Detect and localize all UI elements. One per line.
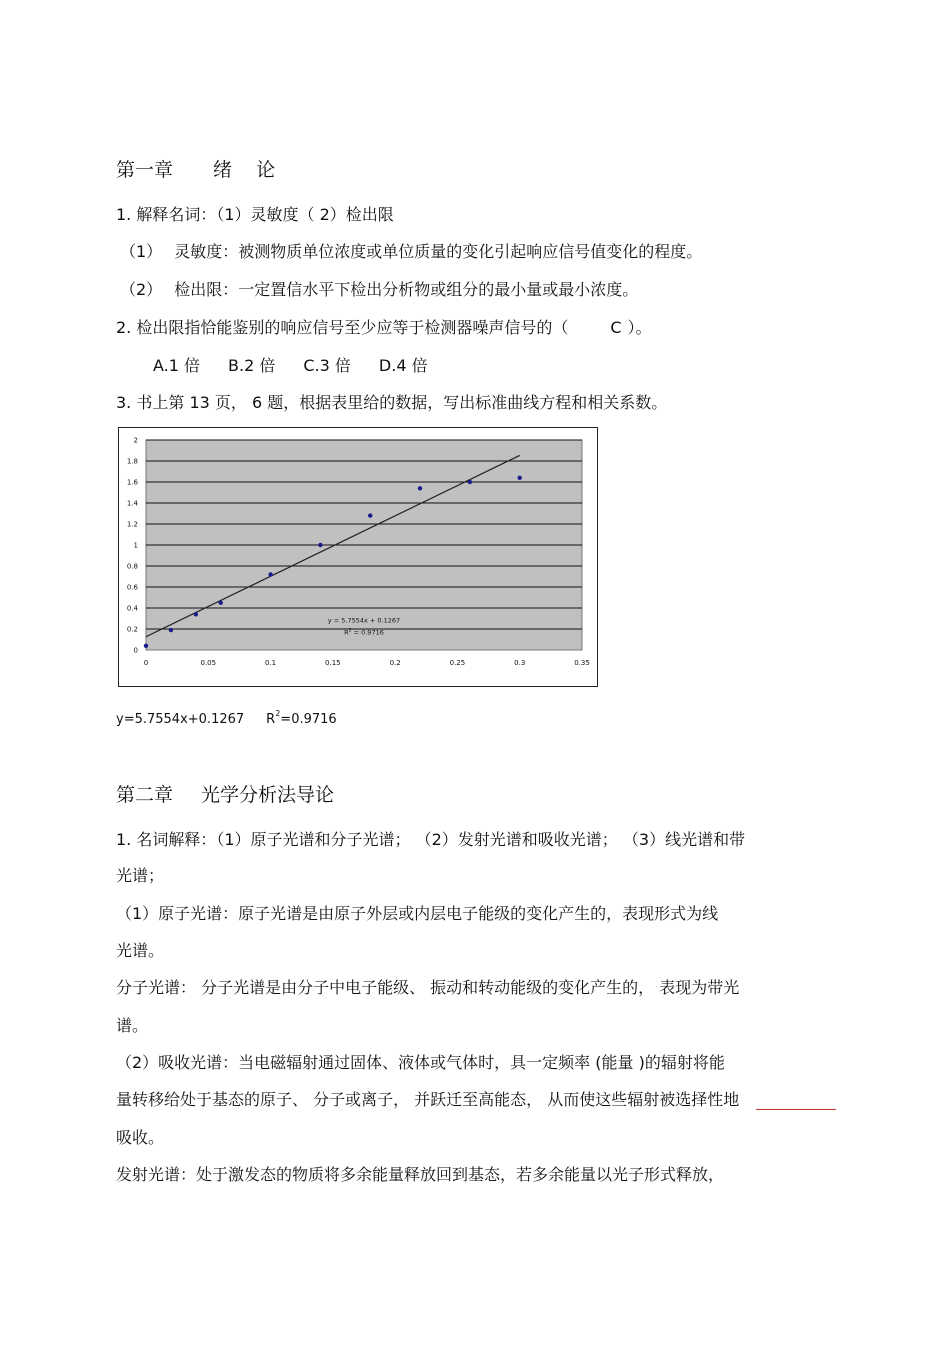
data-point bbox=[518, 476, 522, 480]
ch1-question-2-end: ）。 bbox=[627, 318, 652, 337]
x-tick-label: 0.3 bbox=[514, 659, 526, 667]
ch1-answer-1b-number: （2） bbox=[120, 280, 163, 299]
ch2-question-1-line-1: 1. 名词解释：（1）原子光谱和分子光谱； （2）发射光谱和吸收光谱； （3）线光谱和带 bbox=[116, 830, 746, 849]
ch1-question-3: 3. 书上第 13 页， 6 题，根据表里给的数据，写出标准曲线方程和相关系数。 bbox=[116, 393, 668, 412]
chapter-2-name: 光学分析法导论 bbox=[201, 784, 335, 806]
ch2-para-2-line-2: 谱。 bbox=[116, 1016, 149, 1035]
ch1-answer-1b bbox=[120, 280, 638, 300]
ch2-para-1-line-1: （1）原子光谱：原子光谱是由原子外层或内层电子能级的变化产生的，表现形式为线 bbox=[116, 904, 719, 923]
y-tick-label: 0.8 bbox=[126, 562, 138, 571]
ch2-para-3-line-1: （2）吸收光谱：当电磁辐射通过固体、液体或气体时，具一定频率 (能量 )的辐射将能 bbox=[116, 1053, 725, 1072]
data-point bbox=[268, 572, 272, 576]
red-underline-mark bbox=[756, 1109, 836, 1110]
x-tick-label: 0.25 bbox=[449, 659, 466, 667]
chapter-2-title bbox=[116, 783, 334, 807]
y-tick-label: 0.6 bbox=[126, 583, 138, 592]
ch1-question-2 bbox=[116, 318, 652, 338]
calibration-chart-svg bbox=[119, 428, 597, 686]
option-d: D.4 倍 bbox=[378, 356, 428, 375]
ch2-para-2-line-1: 分子光谱： 分子光谱是由分子中电子能级、 振动和转动能级的变化产生的， 表现为带光 bbox=[116, 978, 740, 997]
x-tick-label: 0.35 bbox=[574, 659, 590, 667]
y-tick-label: 2 bbox=[133, 436, 138, 445]
chapter-1-title bbox=[116, 158, 275, 182]
y-tick-label: 1.4 bbox=[126, 499, 138, 508]
x-tick-label: 0.05 bbox=[200, 659, 217, 667]
chapter-2-number: 第二章 bbox=[116, 784, 174, 806]
ch1-answer-1a bbox=[120, 242, 702, 262]
y-tick-label: 1.6 bbox=[126, 478, 138, 487]
ch2-para-1-line-2: 光谱。 bbox=[116, 941, 165, 960]
r-squared-value: =0.9716 bbox=[280, 712, 337, 727]
data-point bbox=[144, 644, 148, 648]
y-tick-label: 1.8 bbox=[126, 457, 138, 466]
ch1-answer-1a-number: （1） bbox=[120, 242, 163, 261]
x-tick-label: 0 bbox=[143, 659, 149, 667]
trendline-equation-label: y = 5.7554x + 0.1267 bbox=[327, 616, 401, 625]
y-tick-label: 1.2 bbox=[126, 520, 138, 529]
ch1-question-2-options bbox=[153, 356, 428, 376]
data-point bbox=[194, 612, 198, 616]
trendline-r2-label: $R^2 = 0.9716$ bbox=[344, 628, 384, 637]
calibration-equation bbox=[116, 705, 337, 729]
r-squared-label: R bbox=[266, 712, 276, 727]
option-c: C.3 倍 bbox=[303, 356, 351, 375]
x-tick-label: 0.2 bbox=[389, 659, 401, 667]
ch2-para-3-line-2: 量转移给处于基态的原子、 分子或离子， 并跃迁至高能态， 从而使这些辐射被选择性地 bbox=[116, 1090, 740, 1109]
y-tick-label: 0.2 bbox=[126, 625, 138, 634]
ch2-para-4-line-1: 发射光谱：处于激发态的物质将多余能量释放回到基态，若多余能量以光子形式释放， bbox=[116, 1165, 725, 1184]
r-squared-exponent: 2 bbox=[275, 709, 281, 718]
ch1-answer-1b-text: 检出限：一定置信水平下检出分析物或组分的最小量或最小浓度。 bbox=[174, 280, 639, 299]
y-tick-label: 0 bbox=[133, 646, 138, 655]
x-tick-label: 0.1 bbox=[265, 659, 277, 667]
ch1-question-2-answer: C bbox=[610, 318, 622, 337]
equation-text: y=5.7554x+0.1267 bbox=[116, 712, 245, 727]
y-tick-label: 0.4 bbox=[126, 604, 138, 613]
ch1-question-1: 1. 解释名词：（1）灵敏度（ 2）检出限 bbox=[116, 205, 394, 224]
x-tick-label: 0.15 bbox=[325, 659, 341, 667]
data-point bbox=[418, 486, 422, 490]
chapter-1-name: 绪 论 bbox=[213, 159, 276, 181]
ch1-question-2-text: 2. 检出限指恰能鉴别的响应信号至少应等于检测器噪声信号的（ bbox=[116, 318, 569, 337]
option-b: B.2 倍 bbox=[228, 356, 276, 375]
option-a: A.1 倍 bbox=[153, 356, 201, 375]
data-point bbox=[368, 513, 372, 517]
data-point bbox=[468, 480, 472, 484]
data-point bbox=[169, 628, 173, 632]
data-point bbox=[219, 601, 223, 605]
ch2-para-3-line-3: 吸收。 bbox=[116, 1128, 165, 1147]
chapter-1-number: 第一章 bbox=[116, 159, 174, 181]
data-point bbox=[318, 543, 322, 547]
y-tick-label: 1 bbox=[133, 541, 138, 550]
ch1-answer-1a-text: 灵敏度：被测物质单位浓度或单位质量的变化引起响应信号值变化的程度。 bbox=[174, 242, 703, 261]
calibration-chart bbox=[118, 427, 598, 687]
ch2-question-1-line-2: 光谱； bbox=[116, 866, 165, 885]
